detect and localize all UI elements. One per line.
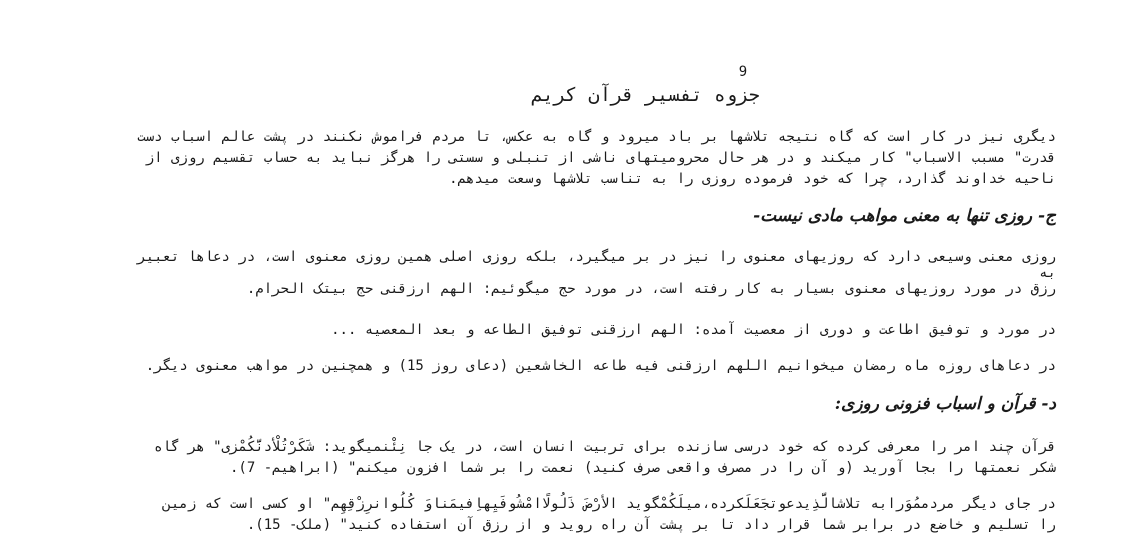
paragraph-1-line-3: ناحیه خداوند گذارد، چرا که خود فرموده روزی را به تناسب تلاشها وسعت میدهم. [449, 171, 1056, 187]
paragraph-4: در دعاهای روزه ماه رمضان میخوانیم اللهم ارزقنی فیه طاعه الخاشعین (دعای روز 15) و همچنین در مواهب معنوی دیگر. [145, 358, 1056, 374]
section-heading-c: ج- روزی تنها به معنی مواهب مادی نیست- [753, 206, 1056, 226]
paragraph-1 [10, 127, 1056, 190]
paragraph-2-line-2: به [1039, 265, 1056, 281]
paragraph-3: در مورد و توفیق اطاعت و دوری از معصیت آمده: الهم ارزقنی توفیق الطاعه و بعد المعصیه ... [331, 322, 1056, 338]
paragraph-6-line-2: را تسلیم و خاضع در برابر شما قرار داد تا بر پشت آن راه روید و از رزق آن استفاده کنید" (ملک- 15). [246, 517, 1056, 533]
paragraph-1-line-1: دیگری نیز در کار است که گاه نتیجه تلاشها بر باد میرود و گاه به عکس، تا مردم فراموش نکنند در پشت عالم اسباب دست [137, 129, 1056, 145]
paragraph-6-line-1: در جای دیگر مردممُوَرابه تلاشالَّذِیدعوتجَعَلَکرده،میلَکُمْگويد الأرْضَ ذَلُولًاامْشُوفَيِهاِفیمَناوَ كُلُوانرِزْقِهِم" او کسی است که زمین [162, 496, 1056, 512]
paragraph-2 [10, 249, 1056, 297]
paragraph-1-line-2: قدرت" مسبب الاسباب" کار میکند و در هر حال محرومیتهای ناشی از تنبلی و سستی را هرگز نباید به حساب تقسیم روزی از [145, 150, 1056, 166]
paragraph-5 [10, 437, 1056, 479]
paragraph-2-line-1: روزی معنی وسیعی دارد که روزیهای معنوی را نیز در بر میگیرد، بلکه روزی اصلی همین روزی معنوی است، در دعاها تعبیر [137, 249, 1056, 265]
paragraph-2-line-3: رزق در مورد روزیهای معنوی بسیار به کار رفته است، در مورد حج میگوئیم: الهم ارزقنی حج بیتک الحرام. [246, 281, 1056, 297]
paragraph-5-line-2: شکر نعمتها را بجا آورید (و آن را در مصرف واقعی صرف کنید) نعمت را بر شما افزون میکنم" (ابراهیم- 7). [229, 460, 1056, 476]
section-heading-d: د- قرآن و اسباب فزونی روزی: [834, 394, 1056, 414]
book-title: جزوه تفسیر قرآن کریم [531, 84, 760, 106]
paragraph-5-line-1: قرآن چند امر را معرفی کرده که خود درسی سازنده برای تربیت انسان است، در یک جا نِئْنميگويد: شَكَرْتُلْأدنَّكُمْزی" هر گاه [154, 439, 1056, 455]
paragraph-6 [10, 494, 1056, 536]
page-number: 9 [738, 64, 748, 80]
